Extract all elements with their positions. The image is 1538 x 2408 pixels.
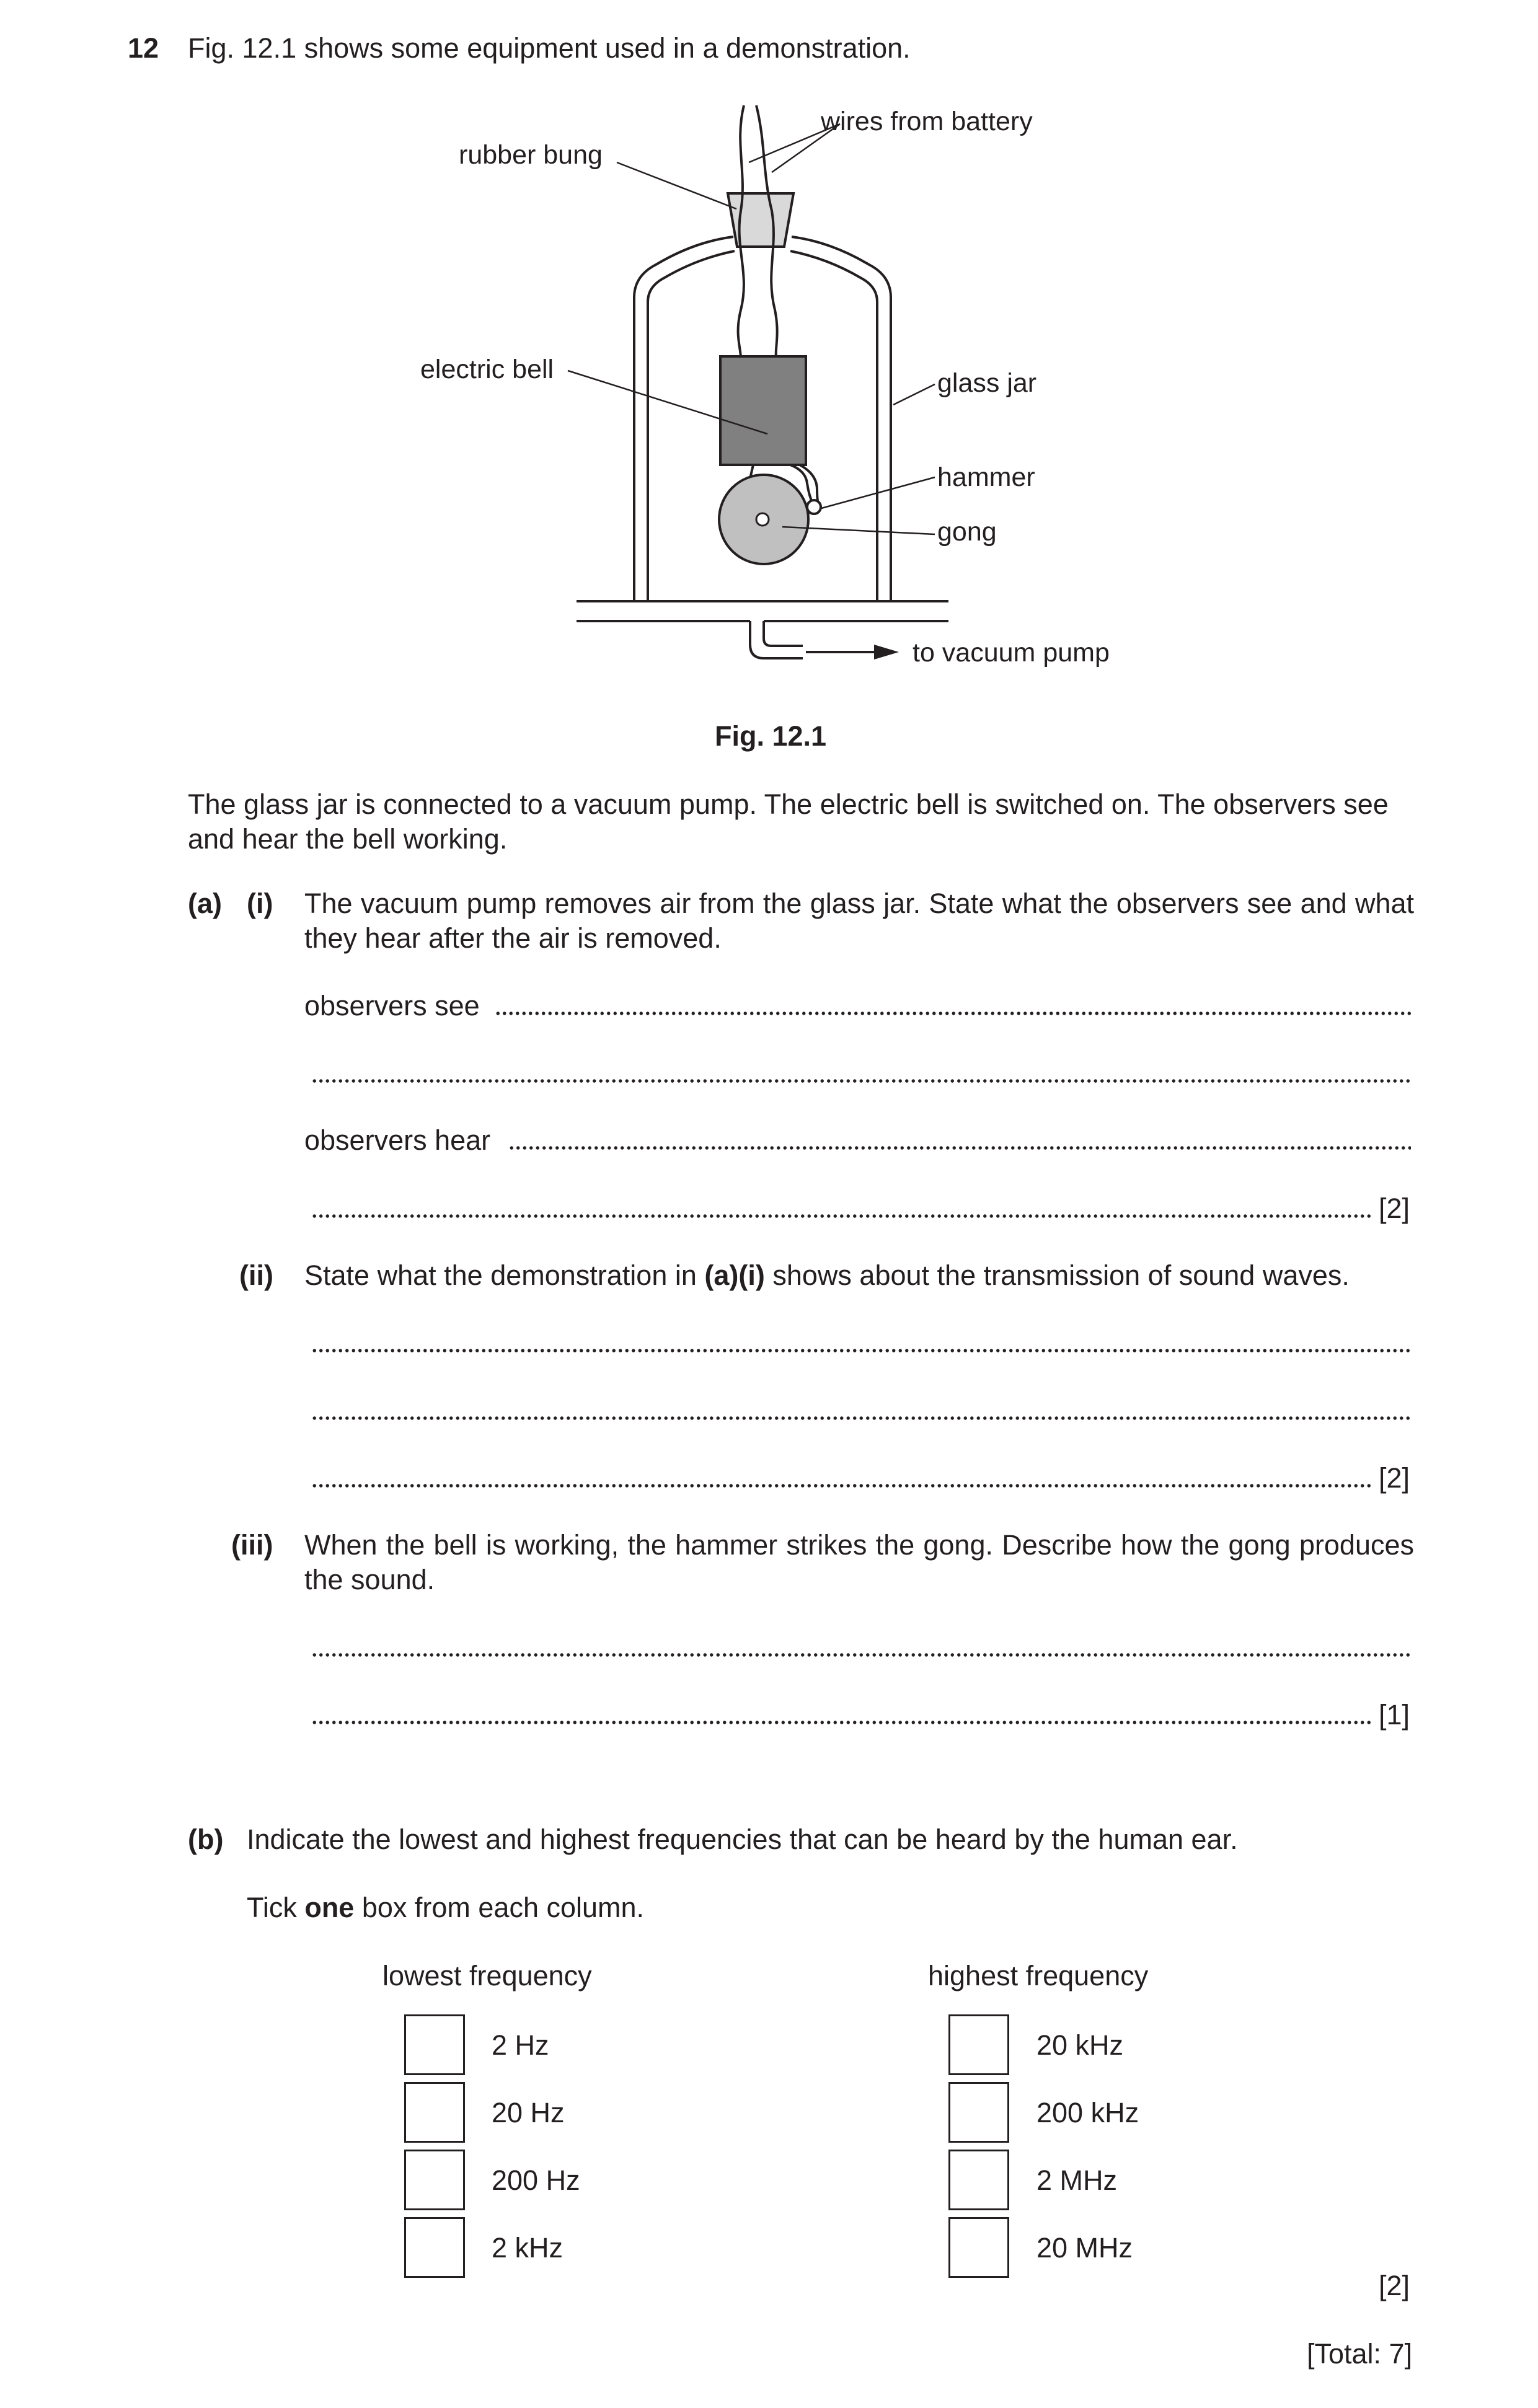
option-lowest-4: 2 kHz (492, 2232, 563, 2264)
marks-a-iii: [1] (1379, 1699, 1410, 1731)
answer-line-a-ii-3[interactable] (311, 1483, 1371, 1488)
hammer (807, 500, 821, 514)
option-highest-2: 200 kHz (1036, 2097, 1139, 2128)
part-a-ii-label: (ii) (239, 1259, 273, 1291)
label-wires-from-battery: wires from battery (821, 107, 1033, 136)
lowest-frequency-heading: lowest frequency (382, 1960, 592, 1991)
figure-bell-jar (0, 0, 1538, 694)
tick-box-highest-1[interactable] (948, 2014, 1009, 2075)
label-vacuum-pump: to vacuum pump (913, 638, 1110, 668)
marks-a-ii: [2] (1379, 1462, 1410, 1494)
part-b-instruction (247, 1890, 644, 1925)
question-intro: Fig. 12.1 shows some equipment used in a demonstration. (188, 32, 911, 64)
option-lowest-1: 2 Hz (492, 2029, 549, 2061)
electric-bell (720, 356, 806, 465)
answer-line-see-1[interactable] (495, 1011, 1411, 1016)
answer-line-a-iii-1[interactable] (311, 1652, 1411, 1657)
option-highest-1: 20 kHz (1036, 2029, 1124, 2061)
part-a-i-label: (i) (247, 888, 273, 919)
context-text: The glass jar is connected to a vacuum pump. The electric bell is switched on. The observers see and hear the bell working. (188, 788, 1389, 855)
instruction-bold: one (304, 1892, 355, 1923)
tick-box-lowest-4[interactable] (404, 2217, 465, 2278)
figure-caption: Fig. 12.1 (715, 720, 827, 752)
tick-box-highest-4[interactable] (948, 2217, 1009, 2278)
part-a-iii-label: (iii) (231, 1529, 273, 1561)
part-a-ii-text (304, 1258, 1350, 1293)
tick-box-lowest-1[interactable] (404, 2014, 465, 2075)
answer-line-see-2[interactable] (311, 1078, 1411, 1083)
option-lowest-3: 200 Hz (492, 2164, 580, 2196)
label-gong: gong (937, 517, 997, 547)
observers-see-label: observers see (304, 990, 480, 1021)
rubber-bung (728, 193, 793, 247)
option-lowest-2: 20 Hz (492, 2097, 565, 2128)
question-number: 12 (128, 32, 159, 64)
option-highest-4: 20 MHz (1036, 2232, 1133, 2264)
answer-line-a-ii-2[interactable] (311, 1416, 1411, 1421)
part-b-text: Indicate the lowest and highest frequencies that can be heard by the human ear. (247, 1824, 1238, 1855)
part-a-iii-text: When the bell is working, the hammer strikes the gong. Describe how the gong produces the sound. (304, 1529, 1414, 1595)
tick-box-lowest-2[interactable] (404, 2082, 465, 2143)
answer-line-hear-1[interactable] (508, 1145, 1411, 1150)
part-a-ii-text-after: shows about the transmission of sound waves. (764, 1259, 1350, 1291)
part-a-label: (a) (188, 888, 222, 919)
answer-line-hear-2[interactable] (311, 1214, 1371, 1219)
tick-box-highest-2[interactable] (948, 2082, 1009, 2143)
part-a-i-text: The vacuum pump removes air from the glass jar. State what the observers see and what they hear after the air is removed. (304, 888, 1414, 954)
label-electric-bell: electric bell (420, 355, 554, 384)
part-a-ii-ref: (a)(i) (704, 1259, 765, 1291)
label-rubber-bung: rubber bung (459, 140, 603, 170)
part-a-ii-text-before: State what the demonstration in (304, 1259, 705, 1291)
instruction-before: Tick (247, 1892, 305, 1923)
marks-a-i: [2] (1379, 1193, 1410, 1224)
option-highest-3: 2 MHz (1036, 2164, 1118, 2196)
marks-b: [2] (1379, 2270, 1410, 2301)
answer-line-a-iii-2[interactable] (311, 1720, 1371, 1725)
instruction-after: box from each column. (354, 1892, 645, 1923)
label-glass-jar: glass jar (937, 368, 1037, 398)
tick-box-lowest-3[interactable] (404, 2150, 465, 2210)
answer-line-a-ii-1[interactable] (311, 1348, 1411, 1353)
label-hammer: hammer (937, 462, 1035, 492)
highest-frequency-heading: highest frequency (928, 1960, 1149, 1991)
tick-box-highest-3[interactable] (948, 2150, 1009, 2210)
part-b-label: (b) (188, 1824, 224, 1855)
observers-hear-label: observers hear (304, 1124, 491, 1156)
total-marks: [Total: 7] (1307, 2338, 1413, 2370)
